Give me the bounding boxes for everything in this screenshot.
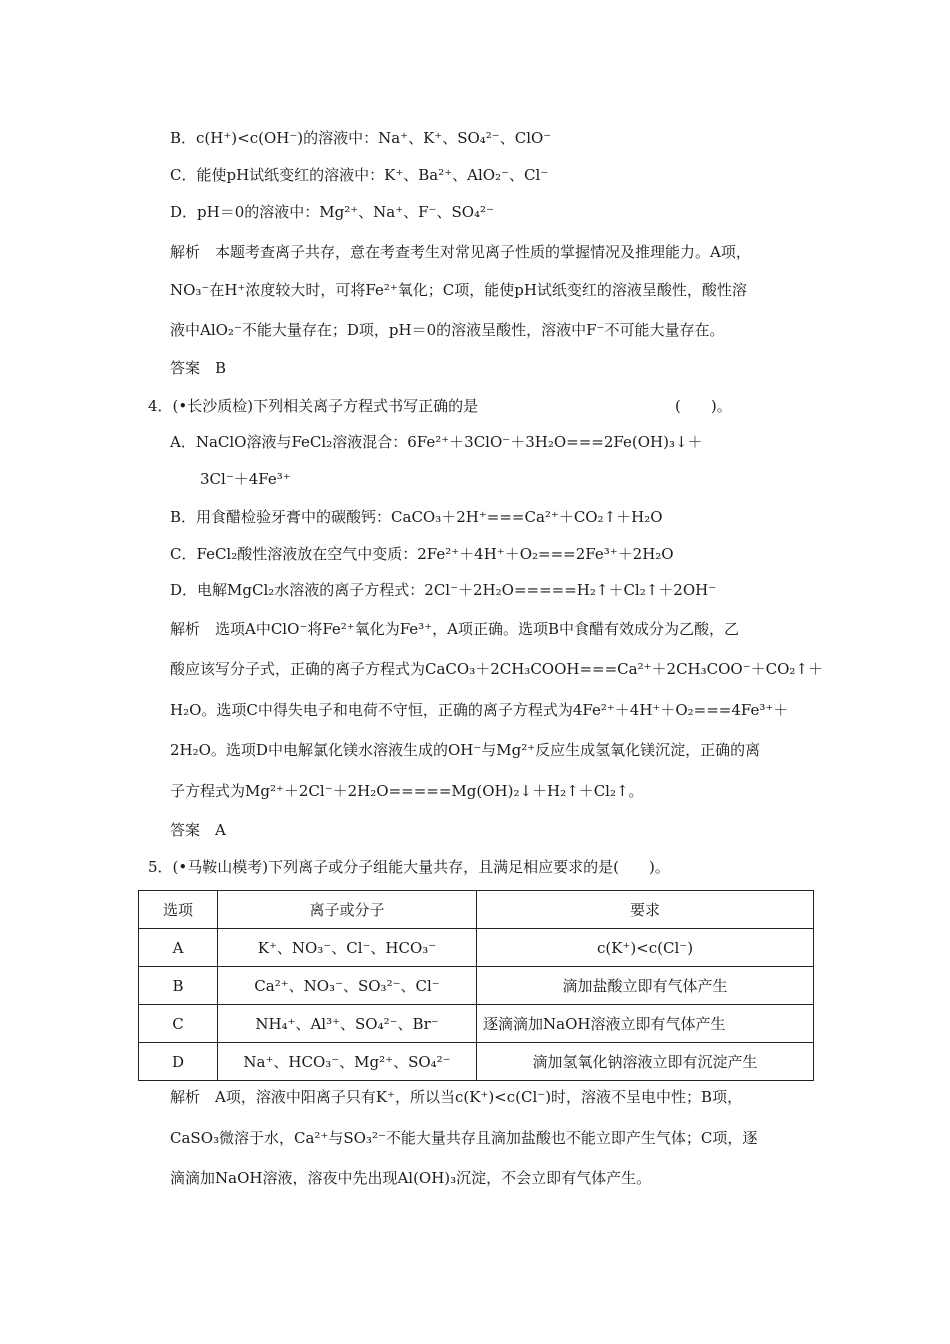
- q5-stem: 5．(•马鞍山模考)下列离子或分子组能大量共存，且满足相应要求的是( )。: [148, 858, 670, 876]
- q4-stem: [148, 396, 478, 416]
- q3-option-b: B．c(H⁺)<c(OH⁻)的溶液中：Na⁺、K⁺、SO₄²⁻、ClO⁻: [170, 129, 552, 147]
- q5-analysis-line-1: 解析 A项，溶液中阳离子只有K⁺，所以当c(K⁺)<c(Cl⁻)时，溶液不呈电中性；B项，: [170, 1088, 743, 1106]
- table-row: [139, 1043, 814, 1081]
- table-cell-ions: Na⁺、HCO₃⁻、Mg²⁺、SO₄²⁻: [218, 1043, 477, 1081]
- q3-analysis-line-2: NO₃⁻在H⁺浓度较大时，可将Fe²⁺氧化；C项，能使pH试纸变红的溶液呈酸性，酸性溶: [170, 281, 747, 299]
- table-header-ions: 离子或分子: [218, 891, 477, 929]
- q4-option-a-line-1: A．NaClO溶液与FeCl₂溶液混合：6Fe²⁺＋3ClO⁻＋3H₂O===2Fe(OH)₃↓＋: [170, 433, 703, 451]
- q3-analysis-line-3: 液中AlO₂⁻不能大量存在；D项，pH＝0的溶液呈酸性，溶液中F⁻不可能大量存在。: [170, 321, 725, 339]
- q4-analysis-line-2: 酸应该写分子式，正确的离子方程式为CaCO₃＋2CH₃COOH===Ca²⁺＋2CH₃COO⁻＋CO₂↑＋: [170, 660, 823, 678]
- q4-stem-text: 4．(•长沙质检)下列相关离子方程式书写正确的是: [148, 397, 479, 415]
- q4-option-a-line-2: 3Cl⁻＋4Fe³⁺: [200, 470, 291, 488]
- q3-answer: 答案 B: [170, 359, 227, 377]
- q3-option-c: C．能使pH试纸变红的溶液中：K⁺、Ba²⁺、AlO₂⁻、Cl⁻: [170, 166, 549, 184]
- q4-option-c: C．FeCl₂酸性溶液放在空气中变质：2Fe²⁺＋4H⁺＋O₂===2Fe³⁺＋2H₂O: [170, 545, 674, 563]
- q4-option-b: B．用食醋检验牙膏中的碳酸钙：CaCO₃＋2H⁺===Ca²⁺＋CO₂↑＋H₂O: [170, 508, 663, 526]
- table-cell-ions: NH₄⁺、Al³⁺、SO₄²⁻、Br⁻: [218, 1005, 477, 1043]
- table-header-option: 选项: [139, 891, 218, 929]
- table-cell-requirement: 逐滴滴加NaOH溶液立即有气体产生: [477, 1005, 814, 1043]
- table-cell-requirement: 滴加盐酸立即有气体产生: [477, 967, 814, 1005]
- q3-option-d: D．pH＝0的溶液中：Mg²⁺、Na⁺、F⁻、SO₄²⁻: [170, 203, 494, 221]
- q4-answer: 答案 A: [170, 821, 226, 839]
- table-cell-requirement: c(K⁺)<c(Cl⁻): [477, 929, 814, 967]
- table-row: [139, 929, 814, 967]
- q4-option-d: D．电解MgCl₂水溶液的离子方程式：2Cl⁻＋2H₂O=====H₂↑＋Cl₂↑＋2OH⁻: [170, 581, 717, 599]
- q4-answer-blank: ( )。: [675, 397, 732, 415]
- table-cell-requirement: 滴加氢氧化钠溶液立即有沉淀产生: [477, 1043, 814, 1081]
- table-cell-option: C: [139, 1005, 218, 1043]
- table-cell-ions: Ca²⁺、NO₃⁻、SO₃²⁻、Cl⁻: [218, 967, 477, 1005]
- q5-analysis-line-3: 滴滴加NaOH溶液，溶夜中先出现Al(OH)₃沉淀，不会立即有气体产生。: [170, 1169, 652, 1187]
- table-cell-option: A: [139, 929, 218, 967]
- table-cell-option: B: [139, 967, 218, 1005]
- table-row: [139, 1005, 814, 1043]
- table-header-requirement: 要求: [477, 891, 814, 929]
- q4-analysis-line-5: 子方程式为Mg²⁺＋2Cl⁻＋2H₂O=====Mg(OH)₂↓＋H₂↑＋Cl₂↑。: [170, 782, 644, 800]
- table-cell-ions: K⁺、NO₃⁻、Cl⁻、HCO₃⁻: [218, 929, 477, 967]
- q5-options-table: [138, 890, 814, 1081]
- q3-analysis-line-1: 解析 本题考查离子共存，意在考查考生对常见离子性质的掌握情况及推理能力。A项，: [170, 243, 751, 261]
- q4-analysis-line-4: 2H₂O。选项D中电解氯化镁水溶液生成的OH⁻与Mg²⁺反应生成氢氧化镁沉淀，正确的离: [170, 741, 761, 759]
- table-cell-option: D: [139, 1043, 218, 1081]
- q5-analysis-line-2: CaSO₃微溶于水，Ca²⁺与SO₃²⁻不能大量共存且滴加盐酸也不能立即产生气体；C项，逐: [170, 1129, 758, 1147]
- q4-analysis-line-3: H₂O。选项C中得失电子和电荷不守恒，正确的离子方程式为4Fe²⁺＋4H⁺＋O₂===4Fe³⁺＋: [170, 701, 789, 719]
- table-header-row: [139, 891, 814, 929]
- table-row: [139, 967, 814, 1005]
- q4-analysis-line-1: 解析 选项A中ClO⁻将Fe²⁺氧化为Fe³⁺，A项正确。选项B中食醋有效成分为乙酸，乙: [170, 620, 739, 638]
